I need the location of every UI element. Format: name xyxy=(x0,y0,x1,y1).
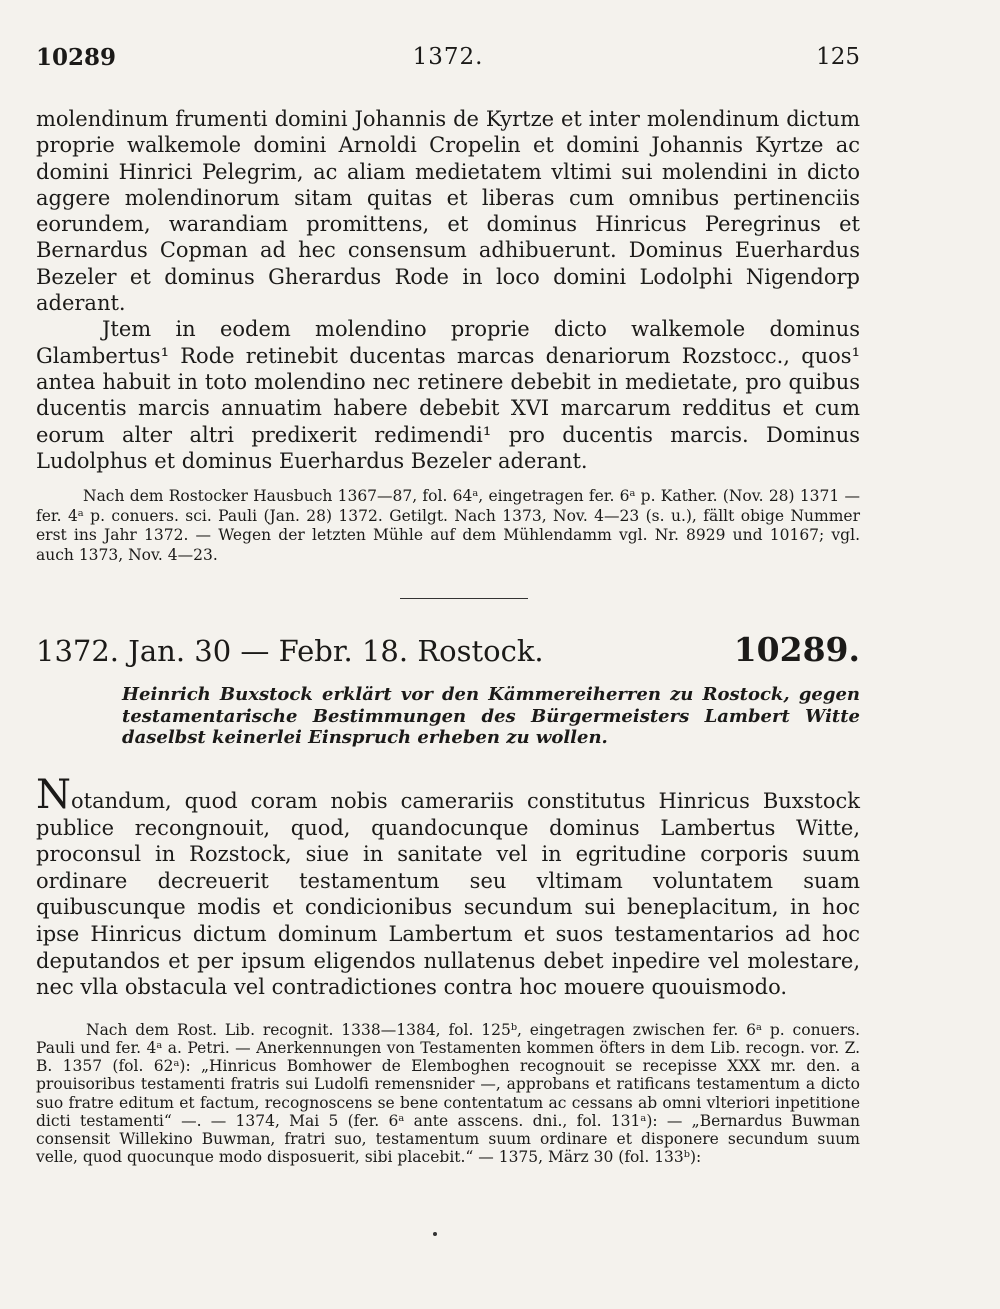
initial-letter: N xyxy=(36,772,71,818)
previous-entry-paragraph-1: molendinum frumenti domini Johannis de Kyrtze et inter molendinum dictum proprie walkemole domini Arnoldi Cropelin et domini Johannis Kyrtze ac domini Hinrici Pelegrim, ac aliam medietatem vltimi sui molendini in dicto aggere molendinorum sitam quitas et liberas cum omnibus pertinenciis eorundem, warandiam promittens, et dominus Hinricus Peregrinus et Bernardus Copman ad hec consensum adhibuerunt. Dominus Euerhardus Bezeler et dominus Gherardus Rode in loco domini Lodolphi Nigendorp aderant. xyxy=(36,107,860,316)
previous-entry-paragraph-2: Jtem in eodem molendino proprie dicto walkemole dominus Glambertus¹ Rode retinebit ducentas marcas denariorum Rozstocc., quos¹ antea habuit in toto molendino nec retinere debebit in medietate, pro quibus ducentis marcis annuatim habere debebit XVI marcarum redditus et cum eorum alter altri predixerit redimendi¹ pro ducentis marcis. Dominus Ludolphus et dominus Euerhardus Bezeler aderant. xyxy=(36,317,860,473)
running-head-year: 1372. xyxy=(412,44,484,70)
entry-body xyxy=(36,772,860,1167)
entry-heading xyxy=(36,630,860,680)
entry-summary: Heinrich Buxstock erklärt vor den Kämmereiherren zu Rostock, gegen testamentarische Bestimmungen des Bürgermeisters Lambert Witte daselbst keinerlei Einspruch erheben zu wollen. xyxy=(122,684,860,748)
running-head-number: 10289 xyxy=(36,44,117,71)
entry-text xyxy=(36,772,860,1001)
entry-date-place: 1372. Jan. 30 — Febr. 18. Rostock. xyxy=(36,634,544,668)
entry-number: 10289. xyxy=(733,630,860,669)
running-head xyxy=(36,44,860,80)
section-divider xyxy=(400,598,528,599)
previous-entry-footnote: Nach dem Rostocker Hausbuch 1367—87, fol. 64ᵃ, eingetragen fer. 6ᵃ p. Kather. (Nov. 28) 1371 — fer. 4ᵃ p. conuers. sci. Pauli (Jan. 28) 1372. Getilgt. Nach 1373, Nov. 4—23 (s. u.), fällt obige Nummer erst ins Jahr 1372. — Wegen der letzten Mühle auf dem Mühlendamm vgl. Nr. 8929 und 10167; vgl. auch 1373, Nov. 4—23. xyxy=(36,487,860,564)
entry-footnote: Nach dem Rost. Lib. recognit. 1338—1384, fol. 125ᵇ, eingetragen zwischen fer. 6ᵃ p. conuers. Pauli und fer. 4ᵃ a. Petri. — Anerkennungen von Testamenten kommen öfters in dem Lib. recogn. vor. Z. B. 1357 (fol. 62ᵃ): „Hinricus Bomhower de Elemboghen recognouit se recepisse XXX mr. den. a prouisoribus testamenti fratris sui Ludolfi remensnider —, approbans et ratificans testamentum a dicto suo fratre editum et factum, recognoscens se bene contentatum ac cessans ab omni vlteriori inpetitione dicti testamenti“ —. — 1374, Mai 5 (fer. 6ᵃ ante asscens. dni., fol. 131ᵃ): — „Bernardus Buwman consensit Willekino Buwman, fratri suo, testamentum suum ordinare et disponere secundum suum velle, quod quocunque modo disposuerit, sibi placebit.“ — 1375, März 30 (fol. 133ᵇ): xyxy=(36,1020,860,1167)
page-mark-dot xyxy=(433,1232,437,1236)
page-number: 125 xyxy=(816,44,860,70)
previous-entry xyxy=(36,106,860,565)
entry-text-body: otandum, quod coram nobis camerariis constitutus Hinricus Buxstock publice recongnouit, quod, quandocunque dominus Lambertus Witte, proconsul in Rozstock, siue in sanitate vel in egritudine corporis suum ordinare decreuerit testamentum seu vltimam voluntatem suam quibuscunque modis et condicionibus secundum sui beneplacitum, in hoc ipse Hinricus dictum dominum Lambertum et suos testamentarios ad hoc deputandos et per ipsum eligendos nullatenus debet inpedire vel molestare, nec vlla obstacula vel contradictiones contra hoc mouere quouismodo. xyxy=(36,789,860,1000)
